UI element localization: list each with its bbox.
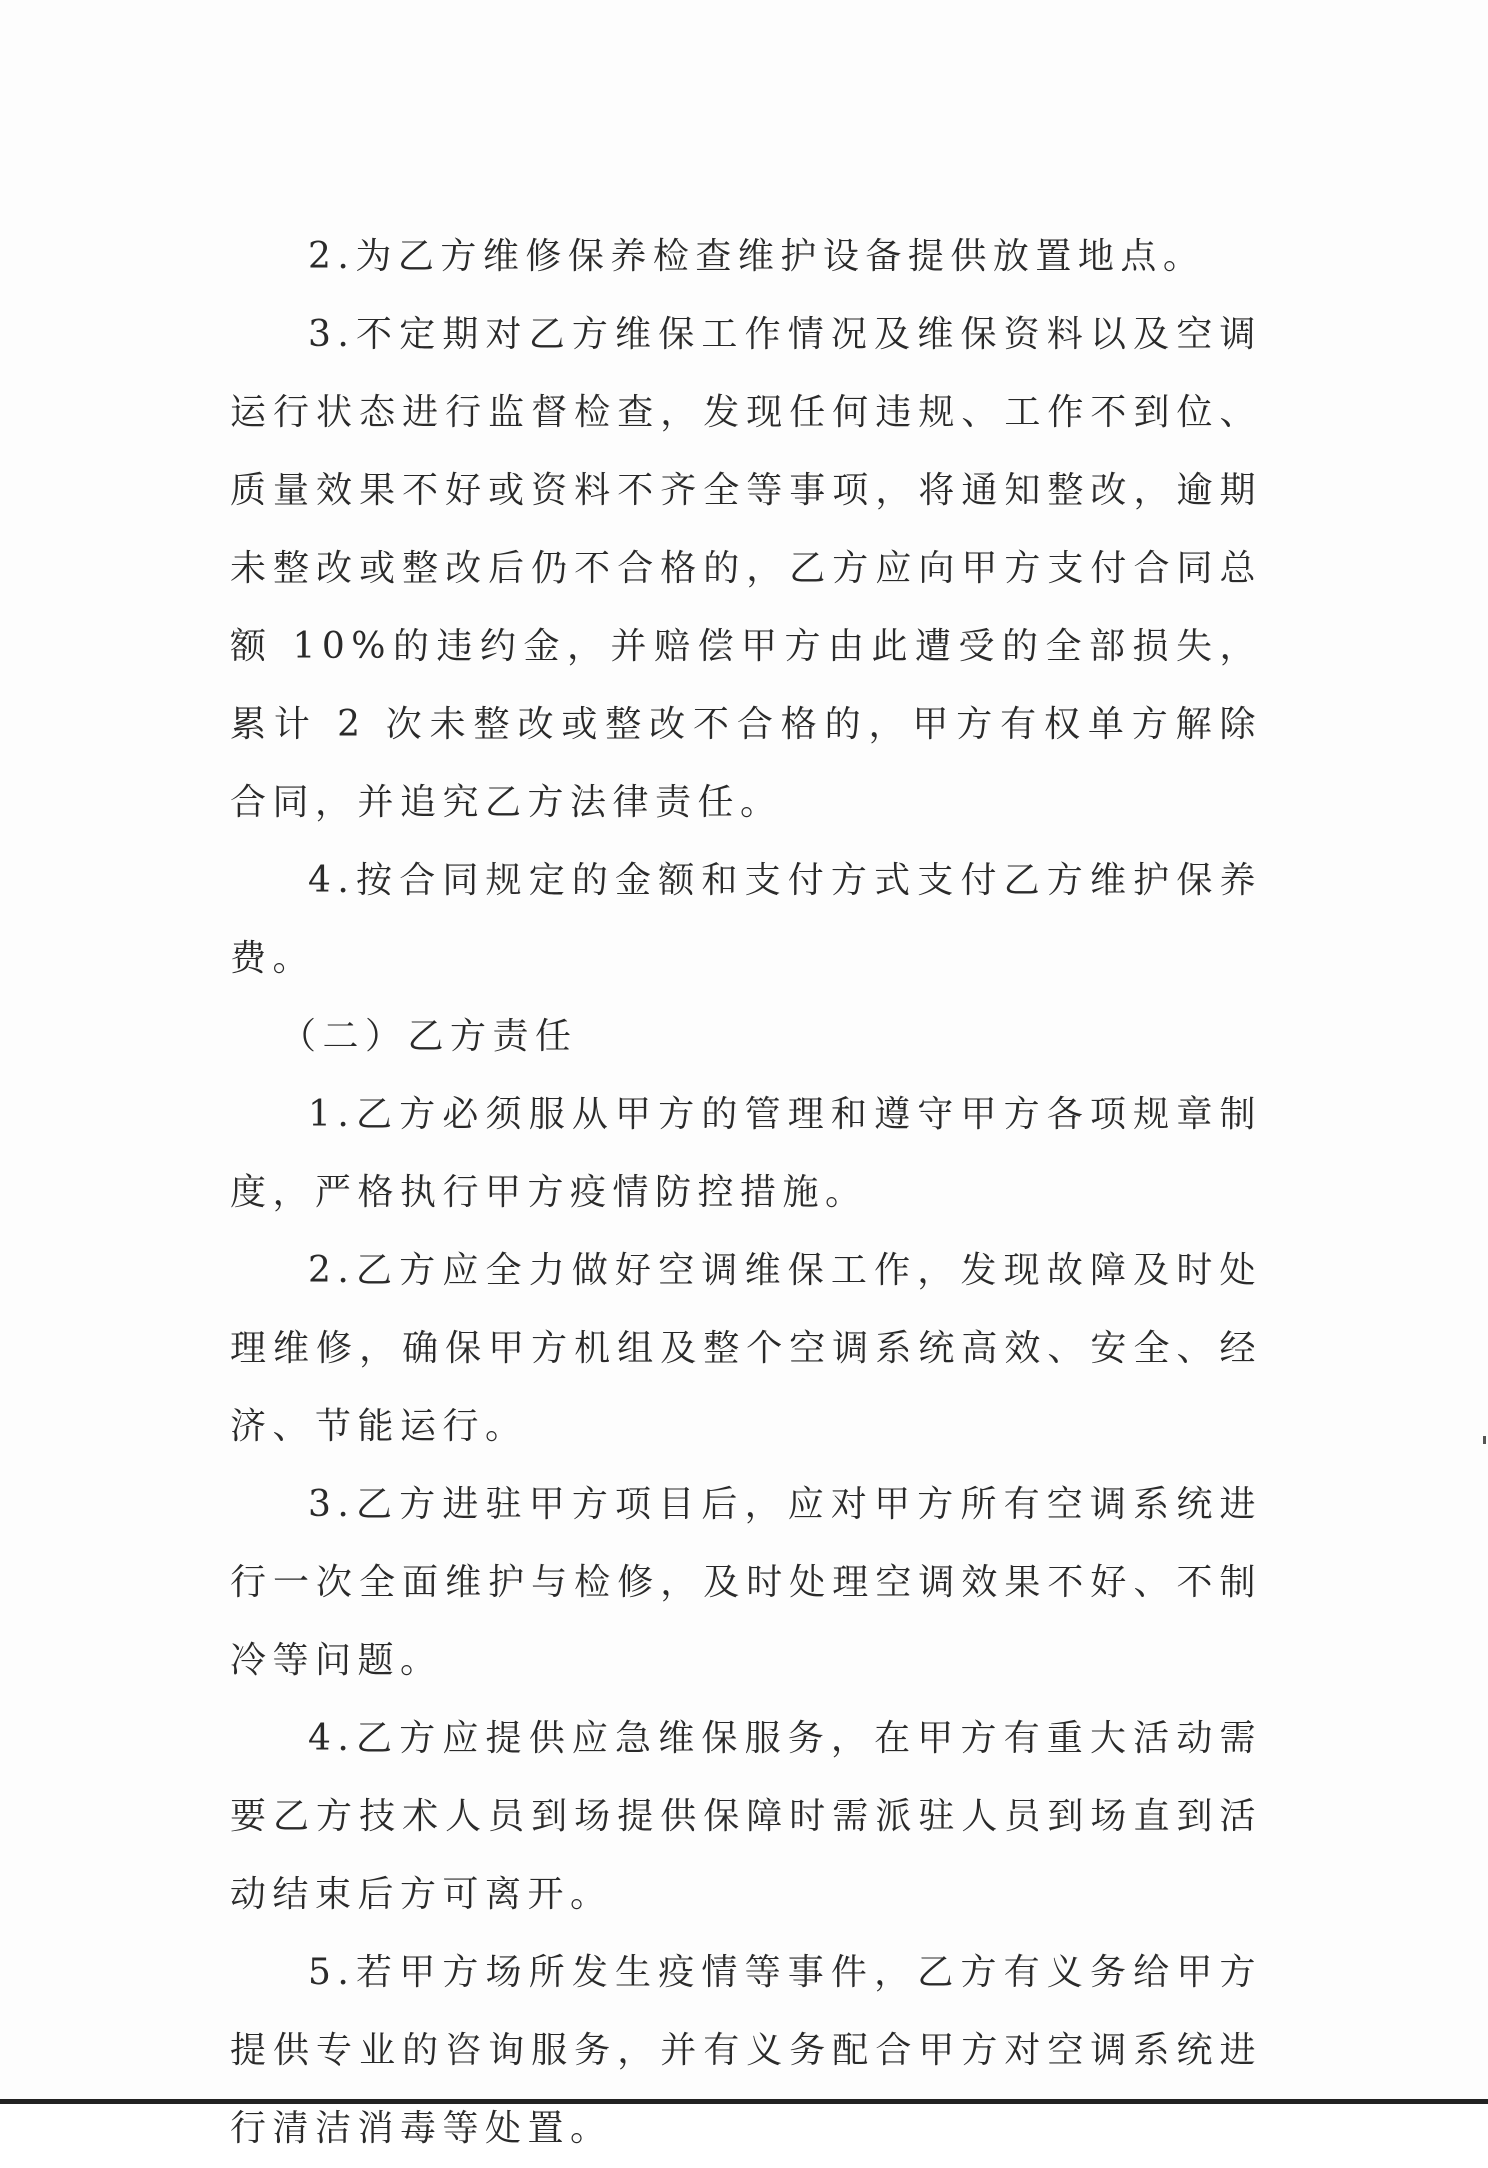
paragraph-party-b-item-3: 3.乙方进驻甲方项目后，应对甲方所有空调系统进行一次全面维护与检修，及时处理空调效果不好、不制冷等问题。	[230, 1484, 1262, 1681]
paragraph-party-b-item-1: 1.乙方必须服从甲方的管理和遵守甲方各项规章制度，严格执行甲方疫情防控措施。	[230, 1094, 1262, 1213]
section-heading-party-b-duties: （二）乙方责任	[280, 1016, 578, 1057]
document-body	[230, 218, 1262, 2168]
paragraph-party-b-item-5: 5.若甲方场所发生疫情等事件，乙方有义务给甲方提供专业的咨询服务，并有义务配合甲方对空调系统进行清洁消毒等处置。	[230, 1952, 1262, 2149]
paragraph-party-a-item-3: 3.不定期对乙方维保工作情况及维保资料以及空调运行状态进行监督检查，发现任何违规、工作不到位、质量效果不好或资料不齐全等事项，将通知整改，逾期未整改或整改后仍不合格的，乙方应向甲方支付合同总额 10%的违约金，并赔偿甲方由此遭受的全部损失，累计 2 次未整改或整改不合格的，甲方有权单方解除合同，并追究乙方法律责任。	[230, 314, 1262, 823]
scan-edge-mark	[1483, 1436, 1486, 1444]
paragraph-party-b-item-4: 4.乙方应提供应急维保服务，在甲方有重大活动需要乙方技术人员到场提供保障时需派驻人员到场直到活动结束后方可离开。	[230, 1718, 1262, 1915]
scan-bottom-border	[0, 2099, 1488, 2104]
paragraph-party-b-item-2: 2.乙方应全力做好空调维保工作，发现故障及时处理维修，确保甲方机组及整个空调系统高效、安全、经济、节能运行。	[230, 1250, 1262, 1447]
paragraph-party-a-item-4: 4.按合同规定的金额和支付方式支付乙方维护保养费。	[230, 860, 1262, 979]
paragraph-party-a-item-2: 2.为乙方维修保养检查维护设备提供放置地点。	[308, 236, 1206, 277]
